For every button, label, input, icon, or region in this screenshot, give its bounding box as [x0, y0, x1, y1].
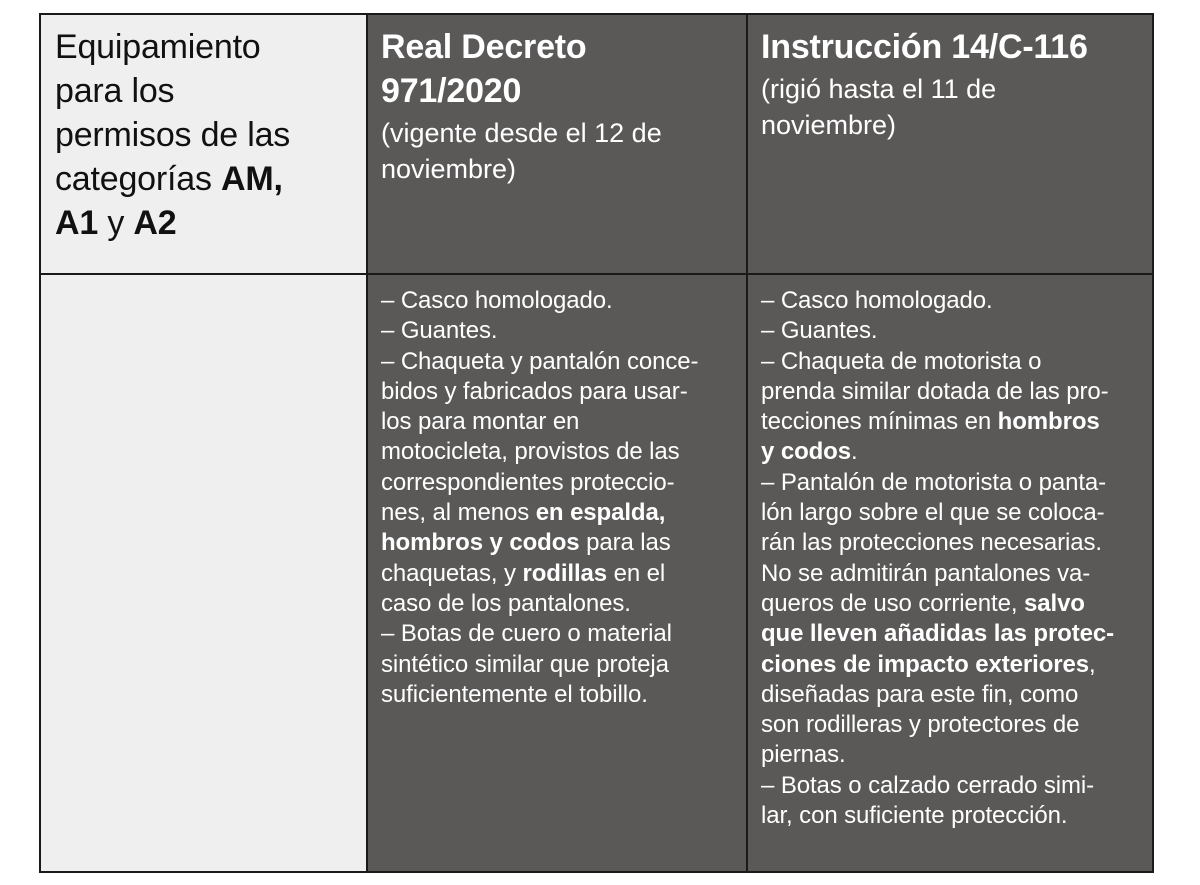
- item-text: tecciones mínimas en: [761, 408, 998, 436]
- real-decreto-items-cell: [368, 275, 746, 871]
- instruccion-item-line: – Pantalón de motorista o panta-: [761, 468, 1107, 496]
- real-decreto-item-line: – Guantes.: [381, 317, 498, 345]
- header-real-decreto-cell: [368, 15, 746, 273]
- item-text: chaquetas, y: [381, 559, 523, 587]
- instruccion-item-line: lar, con suficiente protección.: [761, 802, 1068, 830]
- item-text: ,: [1089, 650, 1096, 678]
- header-equipment-line: [55, 157, 352, 201]
- comparison-table: [39, 13, 1154, 873]
- instruccion-item-line: [761, 407, 1142, 437]
- header-equipment-text: y: [98, 204, 134, 242]
- item-emphasis: hombros: [997, 408, 1100, 436]
- instruccion-subtitle: [761, 71, 1140, 143]
- real-decreto-subtitle: [381, 115, 734, 187]
- instruccion-item-line: – Guantes.: [761, 317, 878, 345]
- body-empty-cell: [41, 275, 366, 871]
- header-equipment-category: AM,: [221, 160, 283, 198]
- instruccion-subtitle-line: noviembre): [761, 110, 897, 140]
- instruccion-item-line: – Chaqueta de motorista o: [761, 347, 1042, 375]
- instruccion-item-line: rán las protecciones necesarias.: [761, 529, 1102, 557]
- real-decreto-item-line: [381, 528, 736, 558]
- instruccion-item-line: diseñadas para este fin, como: [761, 680, 1079, 708]
- instruccion-subtitle-line: (rigió hasta el 11 de: [761, 74, 997, 104]
- instruccion-item-line: [761, 589, 1142, 619]
- real-decreto-item-line: sintético similar que proteja: [381, 650, 669, 678]
- real-decreto-item-line: correspondientes proteccio-: [381, 468, 675, 496]
- item-emphasis: ciones de impacto exteriores: [761, 650, 1089, 678]
- item-emphasis: que lleven añadidas las protec-: [761, 620, 1115, 648]
- real-decreto-item-line: – Chaqueta y pantalón conce-: [381, 347, 699, 375]
- item-emphasis: hombros y codos: [381, 529, 580, 557]
- item-text: en el: [607, 559, 666, 587]
- instruccion-item-line: piernas.: [761, 741, 846, 769]
- header-equipment-cell: [41, 15, 366, 273]
- item-emphasis: salvo: [1024, 589, 1085, 617]
- real-decreto-item-line: – Casco homologado.: [381, 287, 613, 314]
- header-equipment-line: [55, 201, 352, 245]
- instruccion-item-line: – Casco homologado.: [761, 287, 993, 314]
- item-text: .: [851, 438, 858, 466]
- real-decreto-item-line: [381, 498, 736, 528]
- instruccion-items-cell: [748, 275, 1152, 871]
- real-decreto-item-line: motocicleta, provistos de las: [381, 438, 680, 466]
- header-equipment-category: A2: [133, 204, 177, 242]
- instruccion-item-line: son rodilleras y protectores de: [761, 711, 1080, 739]
- item-emphasis: en espalda,: [535, 499, 666, 527]
- instruccion-item-line: lón largo sobre el que se coloca-: [761, 499, 1105, 527]
- real-decreto-title: Real Decreto: [381, 28, 587, 66]
- item-text: queros de uso corriente,: [761, 589, 1024, 617]
- instruccion-item-line: [761, 650, 1142, 680]
- real-decreto-item-line: caso de los pantalones.: [381, 589, 631, 617]
- item-text: para las: [579, 529, 671, 557]
- item-emphasis: y codos: [761, 438, 851, 466]
- item-emphasis: rodillas: [522, 559, 608, 587]
- header-equipment-line: para los: [55, 72, 175, 110]
- instruccion-item-line: – Botas o calzado cerrado simi-: [761, 771, 1095, 799]
- instruccion-item-line: [761, 619, 1142, 649]
- item-text: nes, al menos: [381, 499, 536, 527]
- header-equipment-line: Equipamiento: [55, 28, 261, 66]
- instruccion-item-line: [761, 437, 1142, 467]
- instruccion-item-line: prenda similar dotada de las pro-: [761, 377, 1109, 405]
- real-decreto-item-line: – Botas de cuero o material: [381, 620, 672, 648]
- real-decreto-item-line: [381, 559, 736, 589]
- real-decreto-title: 971/2020: [381, 72, 522, 110]
- real-decreto-item-line: bidos y fabricados para usar-: [381, 377, 688, 405]
- header-equipment-text: categorías: [55, 160, 222, 198]
- header-equipment-category: A1: [55, 204, 99, 242]
- instruccion-item-line: No se admitirán pantalones va-: [761, 559, 1091, 587]
- header-equipment-line: permisos de las: [55, 116, 291, 154]
- instruccion-title: Instrucción 14/C-116: [761, 28, 1088, 66]
- header-instruccion-cell: [748, 15, 1152, 273]
- real-decreto-subtitle-line: noviembre): [381, 154, 517, 184]
- real-decreto-item-line: los para montar en: [381, 408, 580, 436]
- real-decreto-subtitle-line: (vigente desde el 12 de: [381, 118, 662, 148]
- real-decreto-item-line: suficientemente el tobillo.: [381, 680, 648, 708]
